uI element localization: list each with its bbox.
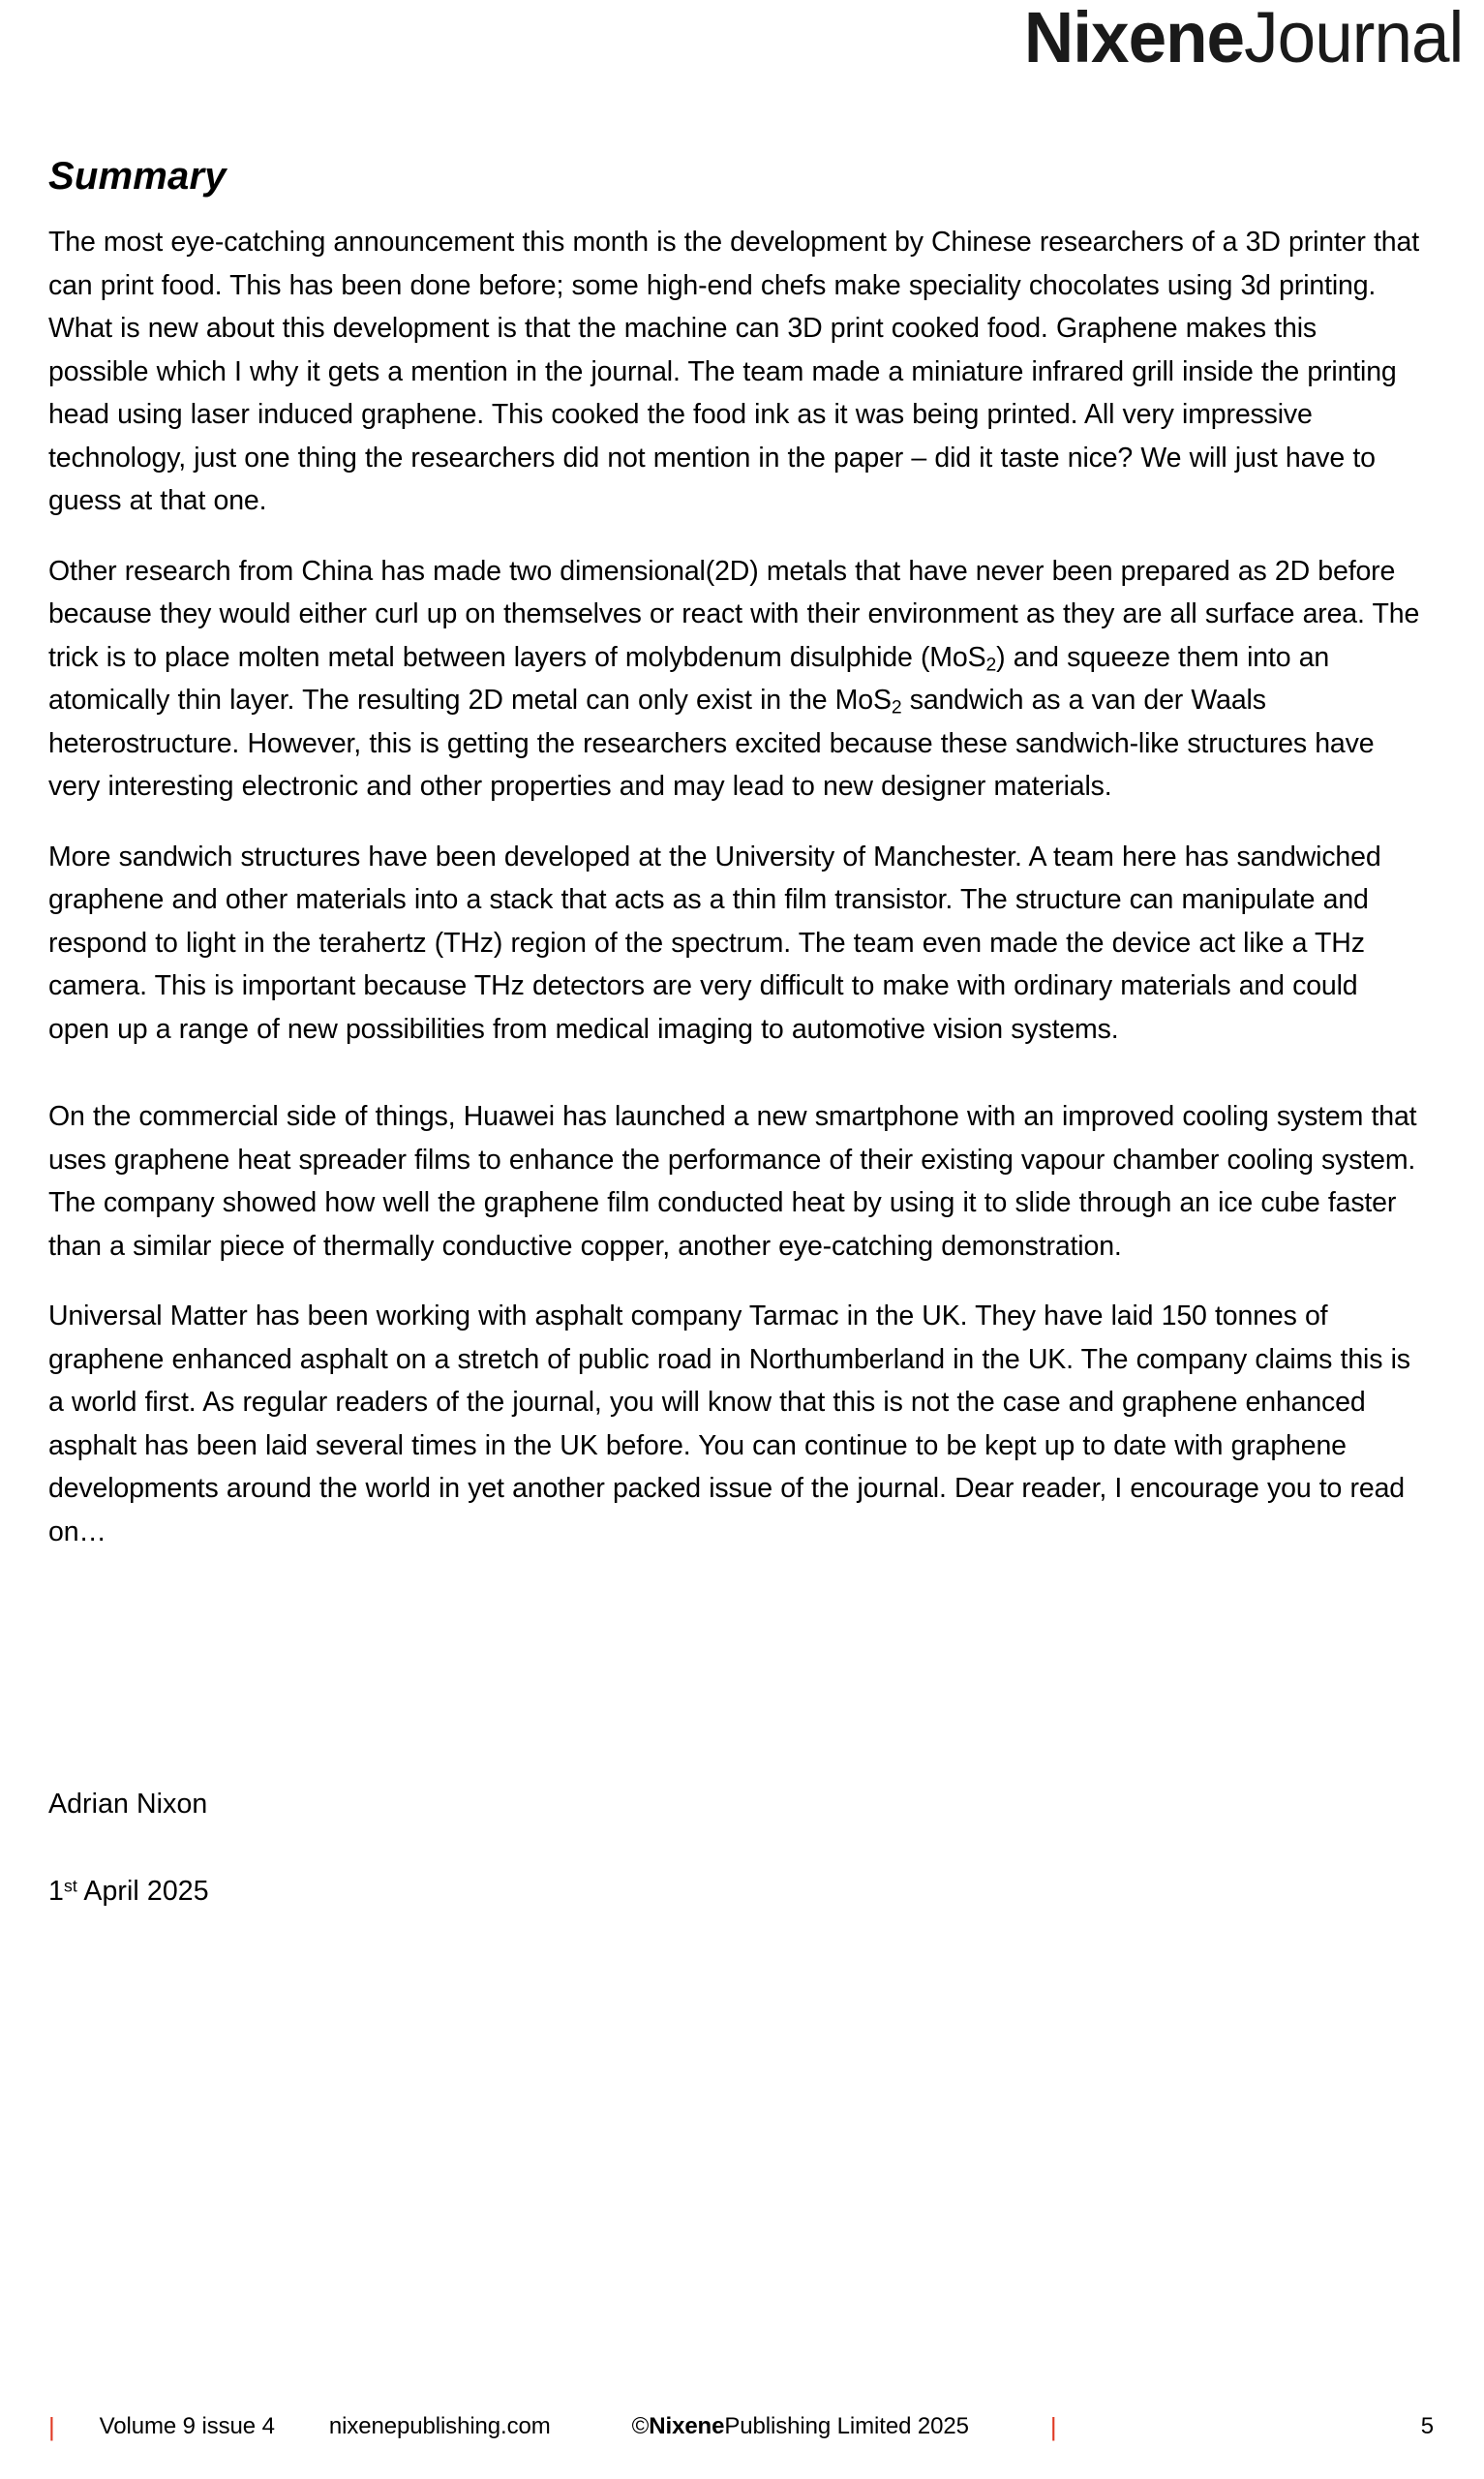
copyright-brand: Nixene [649,2413,725,2439]
article-body [48,221,1423,1580]
paragraph-huawei-cooling: On the commercial side of things, Huawei has launched a new smartphone with an improved cooling system that uses graphene heat spreader films to enhance the performance of their existing vapour chamber cooling system. The company showed how well the graphene film conducted heat by using it to slide through an ice cube faster than a similar piece of thermally conductive copper, another eye-catching demonstration. [48,1101,1417,1262]
paragraph-2d-metals [48,550,1423,809]
mos2-subscript-1: 2 [985,653,997,675]
journal-logo [1024,0,1463,76]
copyright-rest: Publishing Limited 2025 [724,2413,969,2439]
par2-part1: Other research from China has made two dimensional(2D) metals that have never been prepared as 2D before because they would either curl up on themselves or react with their environment as they are all surface area. The trick is to place molten metal between layers of molybdenum disulphide (MoS [48,555,1420,673]
footer-separator-right-icon: | [1049,2412,1057,2441]
signoff-block [48,1784,920,1912]
publication-date [48,1871,920,1912]
page-footer [48,2407,1436,2446]
page-title: Summary [48,154,227,198]
footer-copyright [632,2412,969,2441]
paragraph-manchester-thz: More sandwich structures have been developed at the University of Manchester. A team here has sandwiched graphene and other materials into a stack that acts as a thin film transistor. The structure can manipulate and respond to light in the terahertz (THz) region of the spectrum. The team even made the device act like a THz camera. This is important because THz detectors are very difficult to make with ordinary materials and could open up a range of new possibilities from medical imaging to automotive vision systems. [48,841,1381,1045]
paragraph-universal-matter-asphalt: Universal Matter has been working with asphalt company Tarmac in the UK. They have laid 150 tonnes of graphene enhanced asphalt on a stretch of public road in Northumberland in the UK. The company claims this is a world first. As regular readers of the journal, you will know that this is not the case and graphene enhanced asphalt has been laid several times in the UK before. You can continue to be kept up to date with graphene developments around the world in yet another packed issue of the journal. Dear reader, I encourage you to read on… [48,1301,1410,1547]
date-ordinal-suffix: st [63,1876,77,1896]
par2-part2: ) and squeeze them into an atomically thin layer. The resulting 2D metal can only exist in the MoS [48,641,1330,716]
footer-separator-left-icon: | [48,2412,55,2441]
footer-volume-issue: Volume 9 issue 4 [99,2413,275,2439]
par2-part3: sandwich as a van der Waals heterostructure. However, this is getting the researchers excited because these sandwich-like structures have very interesting electronic and other properties and may lead to new designer materials. [48,685,1375,802]
footer-website[interactable]: nixenepublishing.com [328,2413,551,2439]
paragraph-3d-food-printer: The most eye-catching announcement this month is the development by Chinese researchers of a 3D printer that can print food. This has been done before; some high-end chefs make speciality chocolates using 3d printing. What is new about this development is that the machine can 3D print cooked food. Graphene makes this possible which I why it gets a mention in the journal. The team made a miniature infrared grill inside the printing head using laser induced graphene. This cooked the food ink as it was being printed. All very impressive technology, just one thing the researchers did not mention in the paper – did it taste nice? We will just have to guess at that one. [48,227,1419,516]
date-day: 1 [48,1876,64,1907]
author-name: Adrian Nixon [48,1789,208,1820]
masthead [0,0,1463,89]
mos2-subscript-2: 2 [891,696,902,719]
date-rest: April 2025 [76,1876,209,1907]
logo-brand-light: Journal [1243,0,1463,77]
copyright-symbol: © [631,2413,650,2439]
logo-brand-bold: Nixene [1023,0,1244,77]
page-number: 5 [1420,2413,1434,2439]
